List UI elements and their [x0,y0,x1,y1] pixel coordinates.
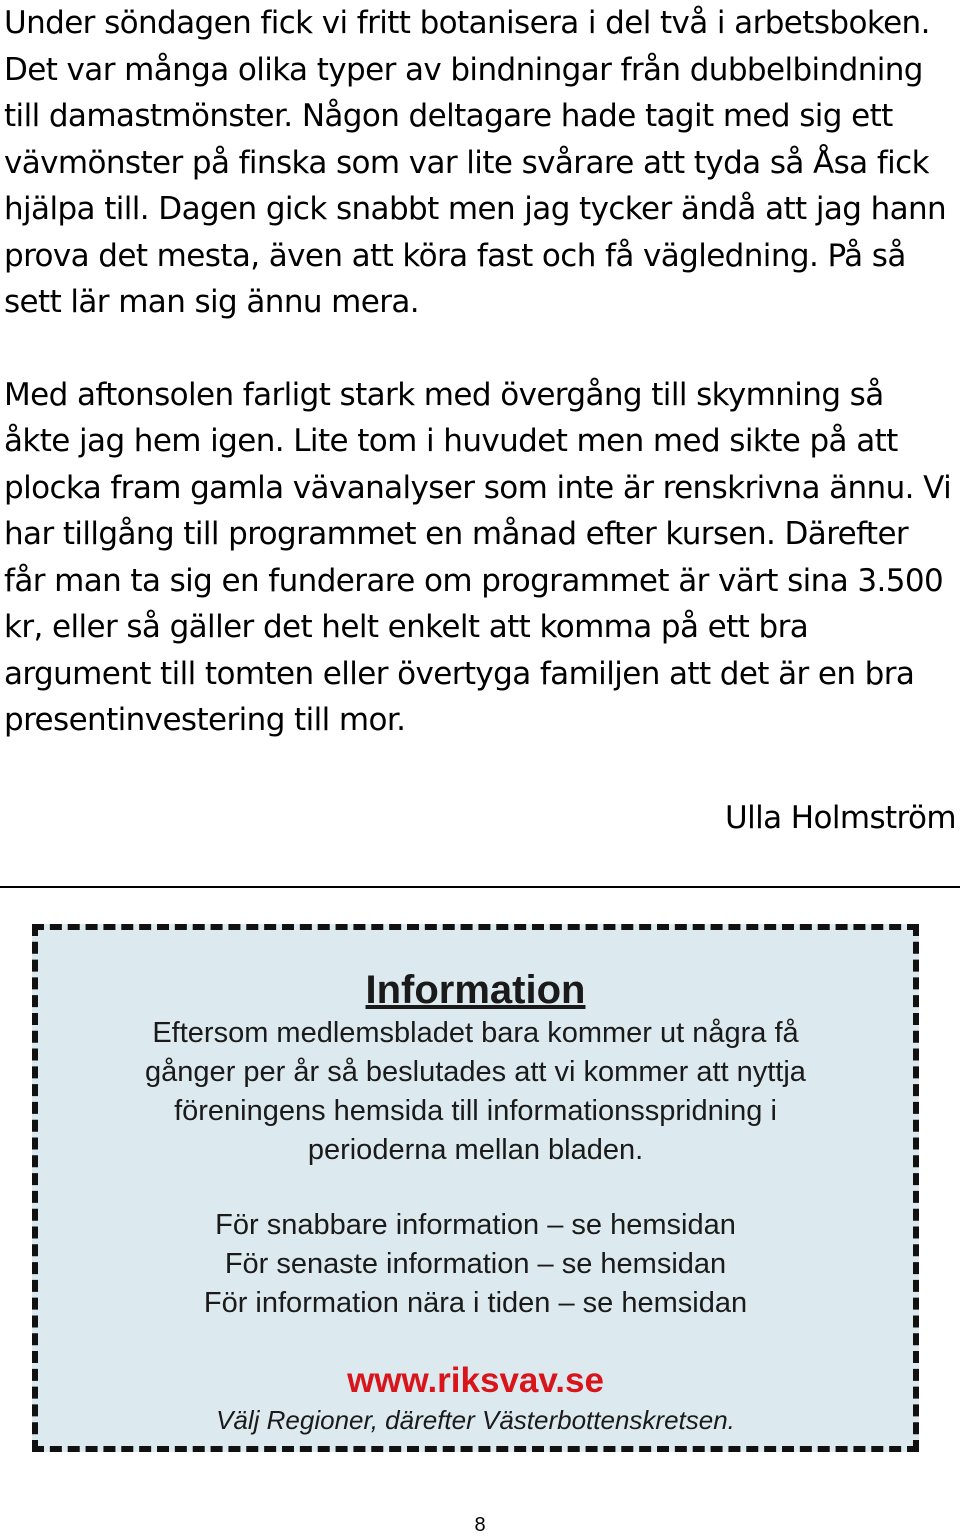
information-website-line: För snabbare information – se hemsidan [215,1209,736,1241]
article [4,0,956,744]
information-body-line: gånger per år så beslutades att vi kommer att nyttja [145,1056,806,1088]
information-website-line: För information nära i tiden – se hemsidan [203,1287,748,1319]
website-link[interactable]: www.riksvav.se [347,1361,604,1400]
information-website-lines [58,1206,893,1323]
information-title: Information [365,968,586,1012]
information-body-line: perioderna mellan bladen. [307,1134,644,1166]
information-body [78,1014,873,1170]
information-box [32,924,919,1452]
page-number: 8 [474,1514,486,1536]
website-navigation-note: Välj Regioner, därefter Västerbottenskretsen. [216,1405,735,1435]
information-body-line: föreningens hemsida till informationsspridning i [174,1095,777,1127]
article-paragraph-1: Under söndagen fick vi fritt botanisera i del två i arbetsboken. Det var många olika typer av bindningar från dubbelbindning till damastmönster. Någon deltagare hade tagit med sig ett vävmönster på finska som var lite svårare att tyda så Åsa fick hjälpa till. Dagen gick snabbt men jag tycker ändå att jag hann prova det mesta, även att köra fast och få vägledning. På så sett lär man sig ännu mera. [4,5,947,320]
section-divider [0,886,960,888]
information-website-line: För senaste information – se hemsidan [224,1248,727,1280]
article-paragraph-2: Med aftonsolen farligt stark med övergång till skymning så åkte jag hem igen. Lite tom i huvudet men med sikte på att plocka fram gamla vävanalyser som inte är renskrivna ännu. Vi har tillgång till programmet en månad efter kursen. Därefter får man ta sig en funderare om programmet är värt sina 3.500 kr, eller så gäller det helt enkelt att komma på ett bra argument till tomten eller övertyga familjen att det är en bra presentinvestering till mor. [4,376,952,738]
article-author: Ulla Holmström [725,800,956,836]
information-body-line: Eftersom medlemsbladet bara kommer ut några få [152,1017,799,1049]
